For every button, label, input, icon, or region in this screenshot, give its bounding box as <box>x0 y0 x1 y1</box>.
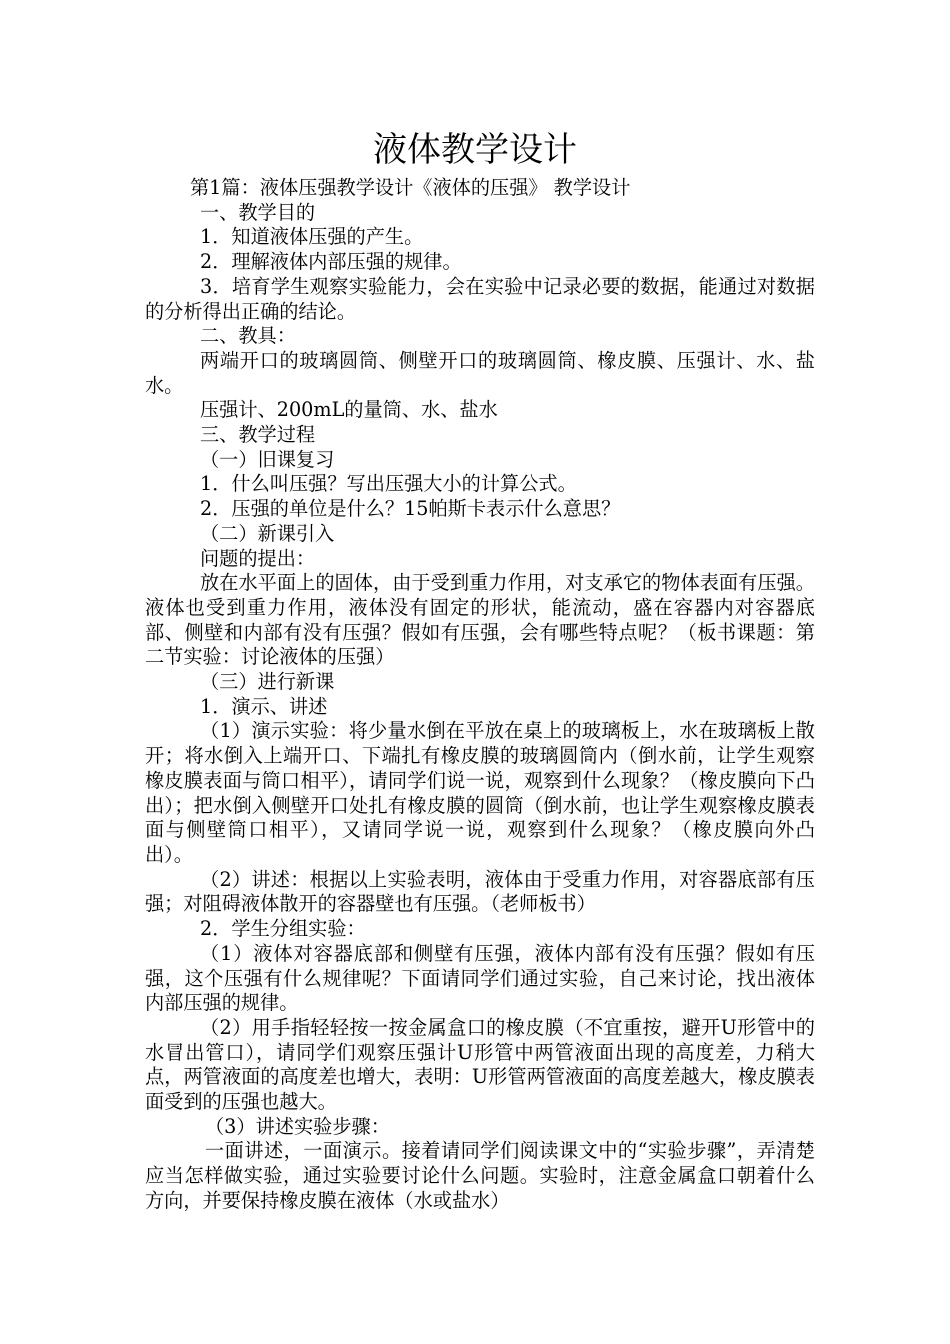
paragraph: 问题的提出： <box>200 546 316 570</box>
paragraph: （1）液体对容器底部和侧壁有压强，液体内部有没有压强？假如有压强，这个压强有什么规律呢？下面请同学们通过实验，自己来讨论，找出液体内部压强的规律。 <box>145 941 815 1015</box>
paragraph: （2）讲述：根据以上实验表明，液体由于受重力作用，对容器底部有压强；对阻碍液体散开的容器壁也有压强。（老师板书） <box>145 867 815 916</box>
paragraph: 两端开口的玻璃圆筒、侧壁开口的玻璃圆筒、橡皮膜、压强计、水、盐水。 <box>145 348 815 397</box>
paragraph: 第1篇：液体压强教学设计《液体的压强》 教学设计 <box>190 176 631 199</box>
paragraph: 一面讲述，一面演示。接着请同学们阅读课文中的“实验步骤”，弄清楚应当怎样做实验，通过实验要讨论什么问题。实验时，注意金属盒口朝着什么方向，并要保持橡皮膜在液体（水或盐水） <box>145 1139 815 1212</box>
paragraph: （3）讲述实验步骤： <box>205 1114 390 1138</box>
paragraph: 3．培育学生观察实验能力，会在实验中记录必要的数据，能通过对数据的分析得出正确的结论。 <box>145 274 815 323</box>
paragraph: 放在水平面上的固体，由于受到重力作用，对支承它的物体表面有压强。液体也受到重力作用，液体没有固定的形状，能流动，盛在容器内对容器底部、侧壁和内部有没有压强？假如有压强，会有哪些特点呢？（板书课题：第二节实验：讨论液体的压强） <box>145 571 815 669</box>
document-title: 液体教学设计 <box>373 130 577 170</box>
paragraph: 2．学生分组实验： <box>200 917 366 941</box>
paragraph: 二、教具： <box>200 324 296 348</box>
paragraph: 1．知道液体压强的产生。 <box>200 225 424 249</box>
paragraph: 压强计、200mL的量筒、水、盐水 <box>200 398 498 422</box>
paragraph: 1．什么叫压强？写出压强大小的计算公式。 <box>200 472 577 496</box>
paragraph: （2）用手指轻轻按一按金属盒口的橡皮膜（不宜重按，避开U形管中的水冒出管口），请同学们观察压强计U形管中两管液面出现的高度差，力稍大点，两管液面的高度差也增大，表明：U形管两管液面的高度差越大，橡皮膜表面受到的压强也越大。 <box>145 1015 815 1114</box>
paragraph: 一、教学目的 <box>200 200 316 224</box>
paragraph: （三）进行新课 <box>200 670 335 694</box>
paragraph: 三、教学过程 <box>200 423 316 447</box>
paragraph: （1）演示实验：将少量水倒在平放在桌上的玻璃板上，水在玻璃板上散开；将水倒入上端开口、下端扎有橡皮膜的玻璃圆筒内（倒水前，让学生观察橡皮膜表面与筒口相平），请同学们说一说，观察到什么现象？（橡皮膜向下凸出）；把水倒入侧壁开口处扎有橡皮膜的圆筒（倒水前，也让学生观察橡皮膜表面与侧壁筒口相平），又请同学说一说，观察到什么现象？（橡皮膜向外凸出）。 <box>145 719 815 866</box>
paragraph: （二）新课引入 <box>200 521 335 545</box>
paragraph: （一）旧课复习 <box>200 447 335 471</box>
document-body <box>145 176 815 1214</box>
paragraph: 1．演示、讲述 <box>200 694 328 718</box>
paragraph: 2．压强的单位是什么？15帕斯卡表示什么意思？ <box>200 497 621 521</box>
paragraph: 2．理解液体内部压强的规律。 <box>200 250 462 274</box>
